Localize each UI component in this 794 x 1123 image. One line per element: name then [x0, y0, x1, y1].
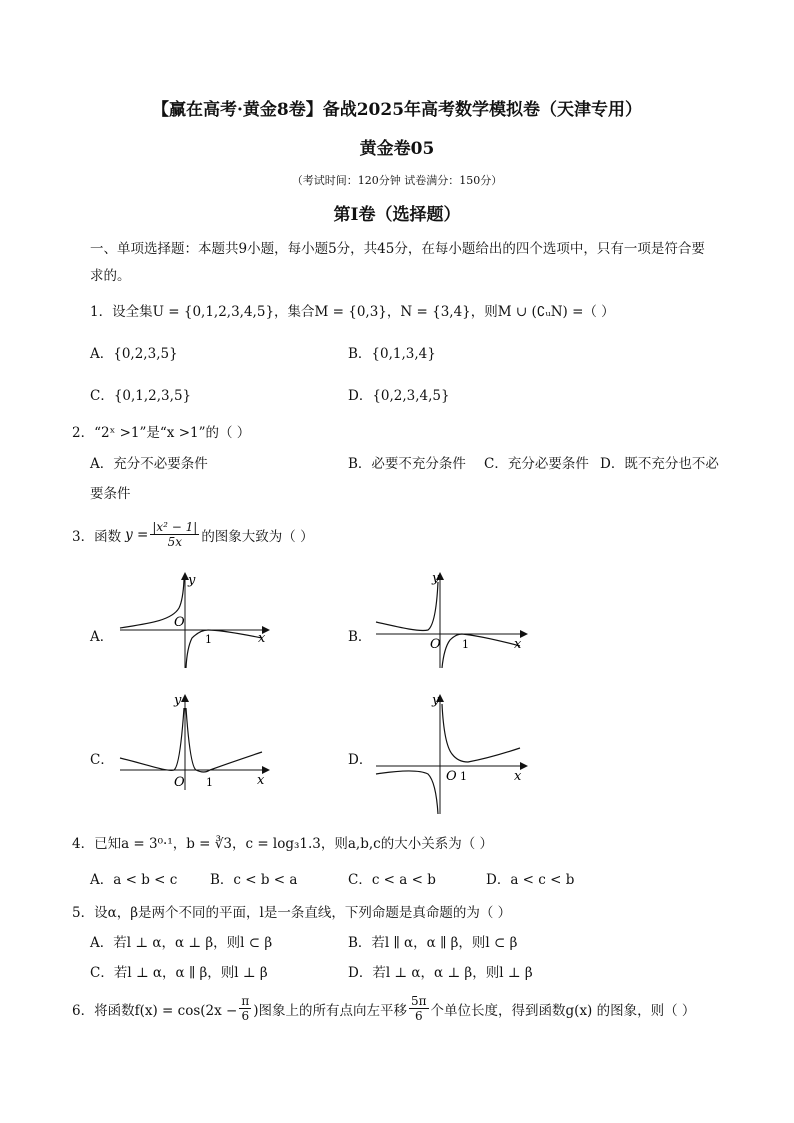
q3-numerator: |x² − 1|: [152, 520, 198, 534]
q3-option-b-label: B．: [348, 629, 372, 645]
q1-option-a: A．{0,2,3,5}: [90, 346, 178, 362]
q6-stem-suffix: 个单位长度，得到函数g(x) 的图象，则（ ）: [430, 1002, 696, 1019]
q2-option-b: B．必要不充分条件: [348, 456, 466, 472]
q3-graph-a: [112, 568, 272, 670]
origin-label: O: [446, 769, 457, 784]
one-label: 1: [460, 770, 467, 783]
y-label: y: [188, 573, 196, 588]
q3-graph-b: [372, 568, 532, 670]
curve-right: [186, 708, 262, 772]
q5-option-b: B．若l ∥ α，α ∥ β，则l ⊂ β: [348, 935, 518, 951]
q5-option-d: D．若l ⊥ α，α ⊥ β，则l ⊥ β: [348, 965, 533, 981]
q6-pi-den: 6: [241, 1009, 250, 1023]
q3-y-eq: y =: [125, 526, 149, 543]
q2-option-a: A．充分不必要条件: [90, 456, 208, 472]
y-label: y: [174, 693, 182, 708]
q3-graph-c: [112, 690, 272, 792]
q3-denominator: 5x: [167, 535, 183, 549]
q6-stem-prefix: 6．将函数f(x) = cos(2x −: [72, 1002, 238, 1019]
y-label: y: [432, 571, 440, 586]
y-label: y: [432, 693, 440, 708]
x-label: x: [258, 631, 266, 646]
q4-option-c: C．c < a < b: [348, 872, 436, 888]
origin-label: O: [430, 637, 441, 652]
one-label: 1: [462, 638, 469, 651]
q1-option-d: D．{0,2,3,4,5}: [348, 388, 450, 404]
q3-option-d-label: D．: [348, 752, 373, 768]
origin-label: O: [174, 615, 185, 630]
exam-title: 【赢在高考·黄金8卷】备战2025年高考数学模拟卷（天津专用）: [151, 100, 643, 120]
section-intro-line2: 求的。: [90, 268, 131, 284]
q6-pi-num: π: [241, 994, 250, 1008]
exam-info: （考试时间：120分钟 试卷满分：150分）: [291, 174, 503, 187]
q3-fraction: [150, 520, 199, 549]
q6-stem: [72, 994, 695, 1023]
q3-graph-d: [372, 690, 532, 820]
q2-option-d-cont: 要条件: [90, 486, 131, 502]
q2-stem: 2．“2ˣ >1”是“x >1”的（ ）: [72, 425, 251, 441]
q2-option-d: D．既不充分也不必: [600, 456, 719, 472]
q4-stem: 4．已知a = 3⁰·¹，b = ∛3，c = log₃1.3，则a,b,c的大小关系为（ ）: [72, 836, 494, 852]
q5-option-a: A．若l ⊥ α，α ⊥ β，则l ⊂ β: [90, 935, 273, 951]
curve-left: [376, 582, 438, 631]
curve-left: [120, 708, 184, 770]
q6-shift-fraction: [409, 994, 429, 1023]
y-axis-arrow: [181, 694, 189, 702]
q3-option-a-label: A．: [90, 629, 114, 645]
q2-option-c: C．充分必要条件: [484, 456, 589, 472]
x-label: x: [514, 769, 522, 784]
q6-pi-fraction: [239, 994, 251, 1023]
curve-right: [186, 630, 262, 668]
q4-option-b: B．c < b < a: [210, 872, 298, 888]
one-label: 1: [206, 776, 213, 789]
q5-stem: 5．设α，β是两个不同的平面，l是一条直线，下列命题是真命题的为（ ）: [72, 905, 512, 921]
x-label: x: [257, 773, 265, 788]
q4-option-d: D．a < c < b: [486, 872, 575, 888]
q3-stem-suffix: 的图象大致为（ ）: [201, 528, 314, 545]
q1-option-c: C．{0,1,2,3,5}: [90, 388, 192, 404]
x-label: x: [514, 637, 522, 652]
q6-stem-mid: )图象上的所有点向左平移: [253, 1002, 407, 1019]
curve-right: [442, 634, 520, 668]
q6-shift-num: 5π: [411, 994, 427, 1008]
q5-option-c: C．若l ⊥ α，α ∥ β，则l ⊥ β: [90, 965, 268, 981]
origin-label: O: [174, 775, 185, 790]
q1-option-b: B．{0,1,3,4}: [348, 346, 436, 362]
curve-right: [442, 704, 520, 762]
q6-shift-den: 6: [414, 1009, 423, 1023]
part-title: 第I卷（选择题）: [333, 205, 461, 225]
section-intro-line1: 一、单项选择题：本题共9小题，每小题5分，共45分，在每小题给出的四个选项中，只有一项是符合要: [90, 241, 705, 257]
q3-option-c-label: C．: [90, 752, 114, 768]
volume-title: 黄金卷05: [359, 139, 435, 159]
curve-left: [376, 771, 438, 814]
q4-option-a: A．a < b < c: [90, 872, 178, 888]
one-label: 1: [205, 633, 212, 646]
q3-stem: [72, 520, 314, 549]
q1-stem: 1．设全集U = {0,1,2,3,4,5}，集合M = {0,3}，N = {3,4}，则M ∪ (∁ᵤN) =（ ）: [90, 304, 615, 320]
q3-stem-prefix: 3．函数: [72, 528, 122, 545]
